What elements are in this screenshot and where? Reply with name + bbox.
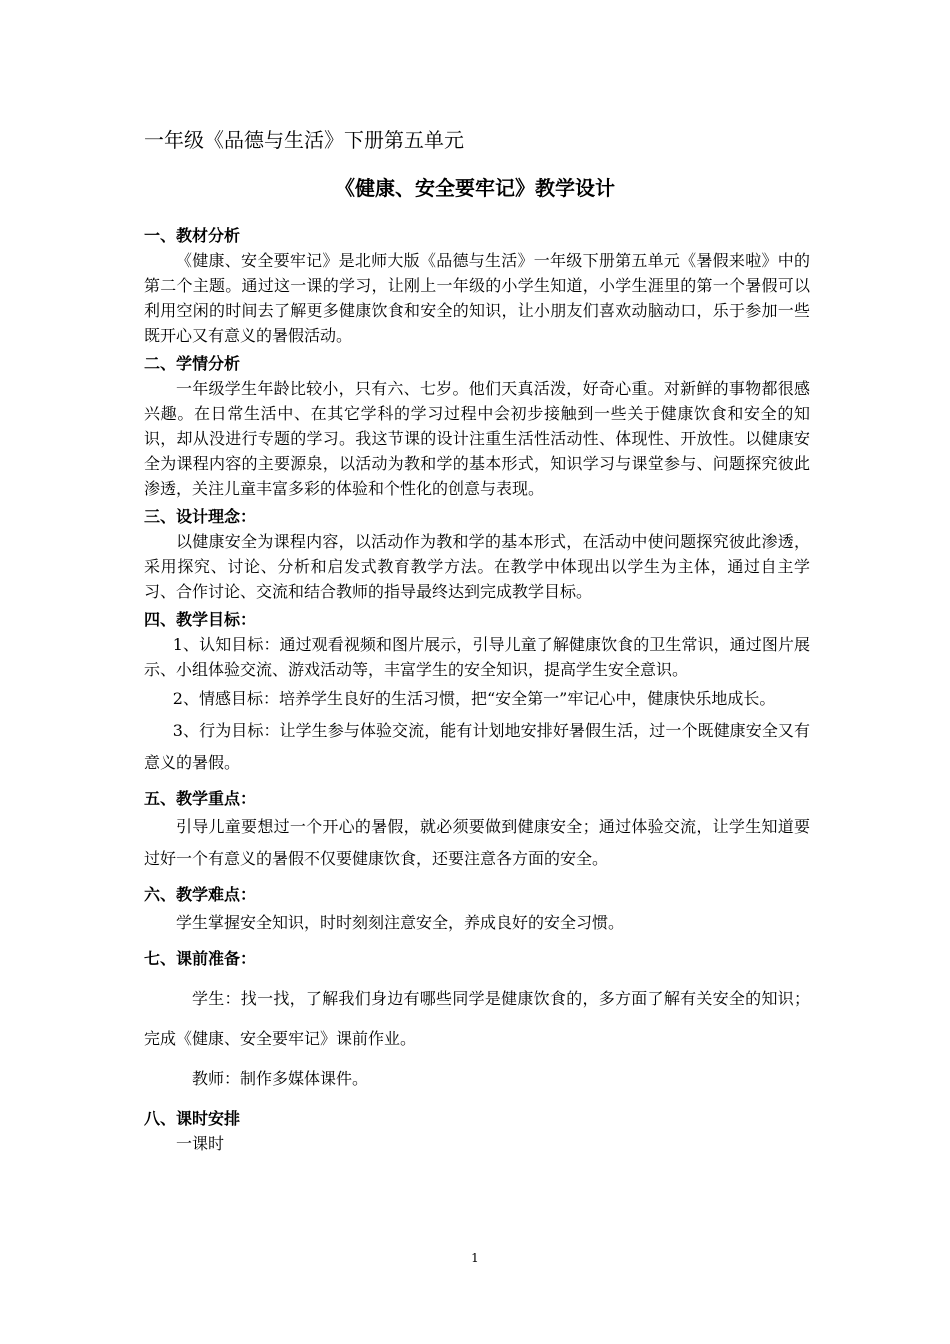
section-paragraph: 《健康、安全要牢记》是北师大版《品德与生活》一年级下册第五单元《暑假来啦》中的第二个主题。通过这一课的学习，让刚上一年级的小学生知道，小学生涯里的第一个暑假可以利用空闲的时间去了解更多健康饮食和安全的知识，让小朋友们喜欢动脑动口，乐于参加一些既开心又有意义的暑假活动。 xyxy=(144,251,810,345)
section-heading-design-concept: 三、设计理念： xyxy=(144,507,257,526)
section-heading-textbook-analysis: 一、教材分析 xyxy=(144,226,241,245)
preparation-paragraph-teacher: 教师：制作多媒体课件。 xyxy=(192,1069,369,1088)
document-title: 《健康、安全要牢记》教学设计 xyxy=(335,176,615,200)
document-subtitle: 一年级《品德与生活》下册第五单元 xyxy=(144,128,464,152)
document-body xyxy=(144,224,810,1156)
goal-paragraph-behavioral: 3、行为目标：让学生参与体验交流，能有计划地安排好暑假生活，过一个既健康安全又有意义的暑假。 xyxy=(144,721,810,772)
section-paragraph: 一课时 xyxy=(176,1134,225,1153)
section-paragraph: 引导儿童要想过一个开心的暑假，就必须要做到健康安全；通过体验交流，让学生知道要过好一个有意义的暑假不仅要健康饮食，还要注意各方面的安全。 xyxy=(144,817,810,868)
section-heading-schedule: 八、课时安排 xyxy=(144,1109,241,1128)
page-number: 1 xyxy=(471,1251,479,1265)
section-heading-preparation: 七、课前准备： xyxy=(144,949,257,968)
goal-paragraph-cognitive: 1、认知目标：通过观看视频和图片展示，引导儿童了解健康饮食的卫生常识，通过图片展示、小组体验交流、游戏活动等，丰富学生的安全知识，提高学生安全意识。 xyxy=(144,635,810,679)
goal-paragraph-emotional: 2、情感目标：培养学生良好的生活习惯，把“安全第一”牢记心中，健康快乐地成长。 xyxy=(172,689,776,708)
section-paragraph: 一年级学生年龄比较小，只有六、七岁。他们天真活泼，好奇心重。对新鲜的事物都很感兴趣。在日常生活中、在其它学科的学习过程中会初步接触到一些关于健康饮食和安全的知识，却从没进行专题的学习。我这节课的设计注重生活性活动性、体现性、开放性。以健康安全为课程内容的主要源泉，以活动为教和学的基本形式，知识学习与课堂参与、问题探究彼此渗透，关注儿童丰富多彩的体验和个性化的创意与表现。 xyxy=(144,379,810,498)
section-heading-difficulties: 六、教学难点： xyxy=(144,885,257,904)
preparation-paragraph-students: 学生：找一找，了解我们身边有哪些同学是健康饮食的，多方面了解有关安全的知识；完成《健康、安全要牢记》课前作业。 xyxy=(144,989,810,1048)
section-heading-learner-analysis: 二、学情分析 xyxy=(144,354,241,373)
section-heading-teaching-goals: 四、教学目标： xyxy=(144,610,257,629)
section-paragraph: 以健康安全为课程内容，以活动作为教和学的基本形式，在活动中使问题探究彼此渗透，采用探究、讨论、分析和启发式教育教学方法。在教学中体现出以学生为主体，通过自主学习、合作讨论、交流和结合教师的指导最终达到完成教学目标。 xyxy=(144,532,810,601)
section-paragraph: 学生掌握安全知识，时时刻刻注意安全，养成良好的安全习惯。 xyxy=(176,913,625,932)
section-heading-key-points: 五、教学重点： xyxy=(144,789,257,808)
